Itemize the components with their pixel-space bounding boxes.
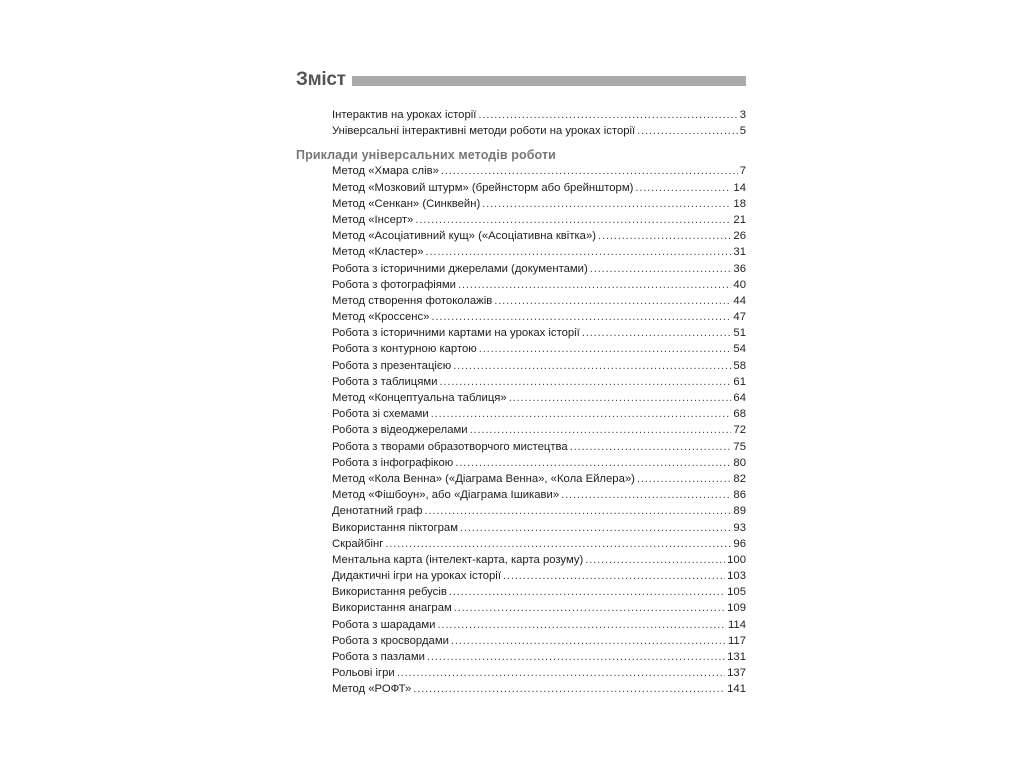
toc-entry-page-number: 117 <box>727 634 746 647</box>
toc-entry-title: Метод «Концептуальна таблиця» <box>332 392 507 404</box>
toc-entry <box>296 633 746 649</box>
toc-entry-title: Метод «РОФТ» <box>332 683 412 696</box>
toc-entry <box>296 503 746 519</box>
dot-leader <box>449 584 725 600</box>
dot-leader <box>570 439 732 455</box>
dot-leader <box>637 123 738 139</box>
toc-entry-title: Робота з історичними картами на уроках історії <box>332 327 580 340</box>
toc-entry <box>296 455 746 471</box>
dot-leader <box>451 633 726 649</box>
toc-entry-page-number: 21 <box>733 213 746 226</box>
toc-entry <box>296 358 746 374</box>
dot-leader <box>478 107 737 123</box>
toc-entry-title: Дидактичні ігри на уроках історії <box>332 570 501 583</box>
toc-entry <box>296 244 746 260</box>
toc-entry-page-number: 47 <box>733 311 746 324</box>
toc-entry <box>296 107 746 123</box>
toc-entry <box>296 536 746 552</box>
toc-entry-title: Робота з інфографікою <box>332 456 454 469</box>
dot-leader <box>561 487 731 503</box>
dot-leader <box>479 341 732 357</box>
toc-entry-page-number: 103 <box>727 570 746 583</box>
toc-entry-page-number: 75 <box>733 440 746 453</box>
toc-entry-page-number: 80 <box>733 456 746 469</box>
toc-entry-page-number: 105 <box>727 586 746 599</box>
toc-entry-title: Ментальна карта (інтелект-карта, карта розуму) <box>332 553 584 566</box>
toc-entry-page-number: 58 <box>733 359 746 372</box>
toc-entry-page-number: 86 <box>733 489 746 502</box>
section-heading: Приклади універсальних методів роботи <box>296 148 556 163</box>
toc-entry-title: Метод «Інсерт» <box>332 213 414 226</box>
toc-entry-page-number: 5 <box>739 125 746 138</box>
toc-entry-title: Метод «Фішбоун», або «Діаграма Ішикави» <box>332 489 560 502</box>
toc-entry-page-number: 18 <box>733 197 746 210</box>
toc-entry-title: Робота з таблицями <box>332 375 438 388</box>
toc-entry-page-number: 141 <box>727 683 746 696</box>
toc-entry-title: Робота зі схемами <box>332 408 429 421</box>
toc-entry-page-number: 100 <box>727 553 746 566</box>
toc-entry-page-number: 51 <box>733 327 746 340</box>
dot-leader <box>431 406 732 422</box>
toc-entry-title: Робота з творами образотворчого мистецтва <box>332 440 568 453</box>
toc-entry-title: Робота з кросвордами <box>332 634 449 647</box>
toc-entry <box>296 520 746 536</box>
dot-leader <box>441 163 738 179</box>
toc-entry-page-number: 82 <box>733 472 746 485</box>
dot-leader <box>590 261 732 277</box>
toc-entry <box>296 325 746 341</box>
dot-leader <box>458 277 731 293</box>
toc-entry-title: Метод створення фотоколажів <box>332 294 493 307</box>
toc-intro-group <box>296 107 746 139</box>
toc-entry <box>296 123 746 139</box>
toc-entry <box>296 487 746 503</box>
dot-leader <box>427 649 725 665</box>
toc-entry-page-number: 36 <box>733 262 746 275</box>
toc-entry-page-number: 93 <box>733 521 746 534</box>
toc-entry-title: Використання ребусів <box>332 586 447 599</box>
dot-leader <box>460 520 731 536</box>
dot-leader <box>503 568 725 584</box>
dot-leader <box>509 390 732 406</box>
dot-leader <box>431 309 731 325</box>
toc-entry <box>296 228 746 244</box>
toc-entry <box>296 649 746 665</box>
toc-entry-title: Робота з відеоджерелами <box>332 424 468 437</box>
toc-entry <box>296 212 746 228</box>
toc-entry-page-number: 61 <box>733 375 746 388</box>
dot-leader <box>439 374 731 390</box>
toc-entry <box>296 584 746 600</box>
toc-entry-title: Метод «Мозковий штурм» (брейнсторм або брейншторм) <box>332 181 634 194</box>
toc-entry-page-number: 137 <box>727 667 746 680</box>
toc-list <box>296 107 746 698</box>
toc-entry <box>296 261 746 277</box>
toc-entry <box>296 681 746 697</box>
toc-entry <box>296 163 746 179</box>
dot-leader <box>455 455 731 471</box>
toc-entry-page-number: 68 <box>733 408 746 421</box>
toc-entry-page-number: 44 <box>733 294 746 307</box>
dot-leader <box>470 422 732 438</box>
page-title: Зміст <box>296 69 346 90</box>
toc-entry-title: Робота з пазлами <box>332 651 425 663</box>
toc-entry-title: Метод «Асоціативний кущ» («Асоціативна квітка») <box>332 230 597 243</box>
toc-entry <box>296 341 746 357</box>
toc-entry <box>296 439 746 455</box>
dot-leader <box>426 244 732 260</box>
toc-entry <box>296 568 746 584</box>
toc-entry <box>296 374 746 390</box>
toc-entry-title: Метод «Кластер» <box>332 246 424 259</box>
dot-leader <box>482 196 731 212</box>
toc-entry-page-number: 14 <box>733 181 746 194</box>
toc-entry-title: Використання анаграм <box>332 602 452 615</box>
toc-entry-page-number: 64 <box>733 392 746 404</box>
toc-entry <box>296 293 746 309</box>
dot-leader <box>637 471 732 487</box>
toc-entry-page-number: 54 <box>733 343 746 356</box>
toc-entry-page-number: 109 <box>727 602 746 615</box>
toc-entry-title: Робота з контурною картою <box>332 343 477 356</box>
toc-entry-page-number: 7 <box>739 165 746 178</box>
toc-entry <box>296 196 746 212</box>
toc-entry <box>296 422 746 438</box>
toc-entry-title: Універсальні інтерактивні методи роботи на уроках історії <box>332 125 636 138</box>
dot-leader <box>598 228 731 244</box>
toc-entry-page-number: 40 <box>733 278 746 291</box>
dot-leader <box>424 503 731 519</box>
toc-entry <box>296 552 746 568</box>
toc-entry-title: Інтерактив на уроках історії <box>332 109 477 121</box>
dot-leader <box>397 665 725 681</box>
toc-entry-title: Робота з фотографіями <box>332 278 456 291</box>
toc-entry <box>296 471 746 487</box>
toc-entry <box>296 617 746 633</box>
toc-entry-page-number: 131 <box>727 651 746 663</box>
dot-leader <box>494 293 731 309</box>
toc-heading <box>296 68 746 92</box>
toc-entry-title: Робота з шарадами <box>332 618 436 631</box>
dot-leader <box>413 681 725 697</box>
toc-entry-title: Робота з презентацією <box>332 359 452 372</box>
toc-entry-title: Робота з історичними джерелами (документами) <box>332 262 588 275</box>
toc-entry-page-number: 31 <box>733 246 746 259</box>
dot-leader <box>437 617 726 633</box>
toc-entry-title: Метод «Хмара слів» <box>332 165 439 178</box>
toc-entry-page-number: 114 <box>727 618 746 631</box>
dot-leader <box>453 358 731 374</box>
heading-bar <box>352 76 746 86</box>
dot-leader <box>635 180 731 196</box>
toc-entry-title: Метод «Кроссенс» <box>332 311 430 324</box>
toc-entry <box>296 390 746 406</box>
dot-leader <box>454 600 725 616</box>
toc-entry <box>296 406 746 422</box>
dot-leader <box>585 552 725 568</box>
toc-entry-title: Денотатний граф <box>332 505 423 518</box>
toc-entry-title: Використання піктограм <box>332 521 458 534</box>
toc-entry-page-number: 96 <box>733 537 746 550</box>
toc-entry <box>296 600 746 616</box>
toc-entry <box>296 180 746 196</box>
dot-leader <box>582 325 732 341</box>
toc-entry <box>296 309 746 325</box>
toc-entry-page-number: 89 <box>733 505 746 518</box>
toc-entry-title: Метод «Кола Венна» («Діаграма Венна», «Кола Ейлера») <box>332 472 635 485</box>
toc-entry-title: Рольові ігри <box>332 667 395 680</box>
toc-entry-group <box>296 163 746 697</box>
toc-entry-title: Метод «Сенкан» (Синквейн) <box>332 197 481 210</box>
toc-entry-page-number: 26 <box>733 230 746 243</box>
dot-leader <box>415 212 731 228</box>
toc-entry <box>296 665 746 681</box>
toc-entry-page-number: 72 <box>733 424 746 437</box>
toc-entry-page-number: 3 <box>739 109 746 121</box>
toc-entry <box>296 277 746 293</box>
toc-entry-title: Скрайбінг <box>332 537 384 550</box>
dot-leader <box>385 536 731 552</box>
